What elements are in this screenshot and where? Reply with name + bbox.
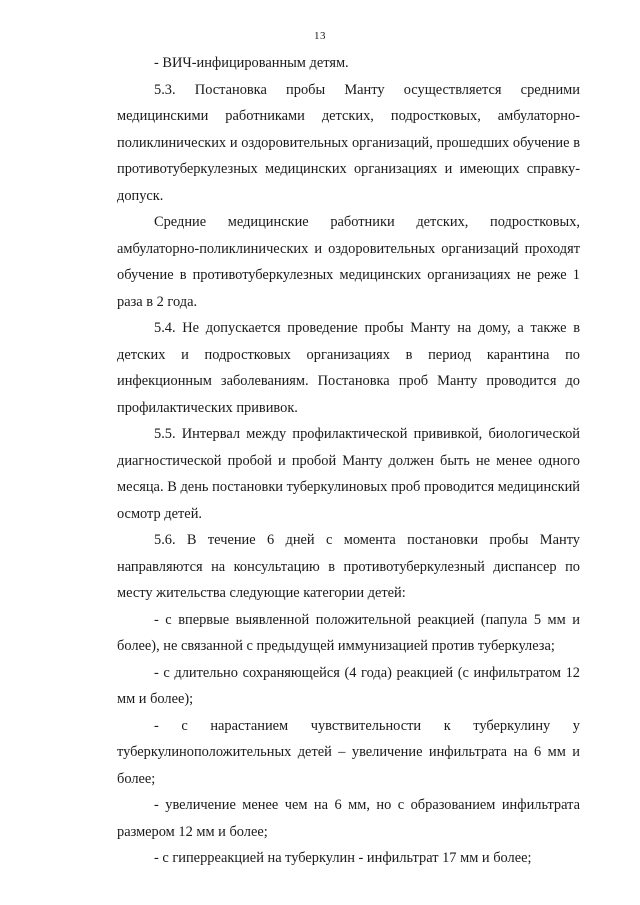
list-item-increasing-sensitivity: - с нарастанием чувствительности к туберкулину у туберкулиноположительных детей – увеличение инфильтрата на 6 мм и более; [117,717,580,787]
list-item-first-positive-reaction: - с впервые выявленной положительной реакцией (папула 5 мм и более), не связанной с предыдущей иммунизацией против туберкулеза; [117,611,580,654]
page-number: 13 [314,30,326,42]
document-body [117,50,580,872]
list-item-persistent-reaction: - с длительно сохраняющейся (4 года) реакцией (с инфильтратом 12 мм и более); [117,664,580,707]
list-item-hiv-infected-children: - ВИЧ-инфицированным детям. [154,55,349,71]
paragraph-5-4: 5.4. Не допускается проведение пробы Манту на дому, а также в детских и подростковых организациях в период карантина по инфекционным заболеваниям. Постановка проб Манту проводится до профилактических прививок. [117,320,580,416]
list-item-hyperreaction: - с гиперреакцией на туберкулин - инфильтрат 17 мм и более; [154,850,532,866]
paragraph-training-frequency: Средние медицинские работники детских, подростковых, амбулаторно-поликлинических и оздоровительных организаций проходят обучение в противотуберкулезных медицинских организациях не реже 1 раза в 2 года. [117,214,580,310]
paragraph-5-5: 5.5. Интервал между профилактической прививкой, биологической диагностической пробой и пробой Манту должен быть не менее одного месяца. В день постановки туберкулиновых проб проводится медицинский осмотр детей. [117,426,580,522]
paragraph-5-6: 5.6. В течение 6 дней с момента постановки пробы Манту направляются на консультацию в противотуберкулезный диспансер по месту жительства следующие категории детей: [117,532,580,601]
paragraph-5-3: 5.3. Постановка пробы Манту осуществляется средними медицинскими работниками детских, подростковых, амбулаторно-поликлинических и оздоровительных организаций, прошедших обучение в противотуберкулезных медицинских организациях и имеющих справку-допуск. [117,81,580,204]
list-item-increase-less-6mm: - увеличение менее чем на 6 мм, но с образованием инфильтрата размером 12 мм и более; [117,797,580,840]
